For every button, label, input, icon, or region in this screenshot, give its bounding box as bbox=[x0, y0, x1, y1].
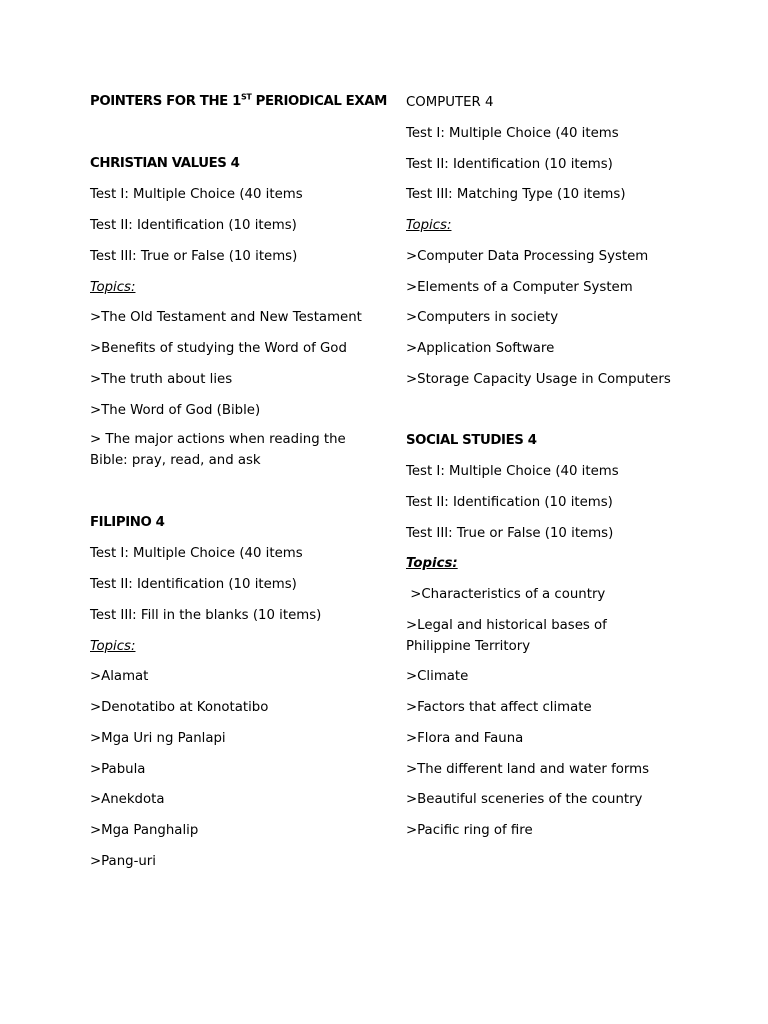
social-studies-topic: >The different land and water forms bbox=[406, 762, 650, 777]
christian-values-topic: >Benefits of studying the Word of God bbox=[90, 341, 347, 356]
computer-test-3: Test III: Matching Type (10 items) bbox=[406, 187, 626, 202]
title-suffix: PERIODICAL EXAM bbox=[251, 94, 387, 109]
social-studies-topics-label: Topics: bbox=[406, 556, 458, 571]
filipino-test-2: Test II: Identification (10 items) bbox=[90, 577, 297, 592]
christian-values-topic: >The Word of God (Bible) bbox=[90, 403, 261, 418]
christian-values-test-2: Test II: Identification (10 items) bbox=[90, 218, 297, 233]
filipino-topic: >Mga Panghalip bbox=[90, 823, 199, 838]
filipino-test-1: Test I: Multiple Choice (40 items bbox=[90, 546, 303, 561]
filipino-topics-label: Topics: bbox=[90, 639, 136, 654]
christian-values-topics-label: Topics: bbox=[90, 280, 136, 295]
christian-values-topic: >The Old Testament and New Testament bbox=[90, 310, 362, 325]
social-studies-topic: >Pacific ring of fire bbox=[406, 823, 533, 838]
computer-topic: >Computers in society bbox=[406, 310, 559, 325]
social-studies-topic: >Factors that affect climate bbox=[406, 700, 592, 715]
computer-topic: >Computer Data Processing System bbox=[406, 249, 649, 264]
christian-values-test-3: Test III: True or False (10 items) bbox=[90, 249, 298, 264]
social-studies-topic: >Legal and historical bases of Philippine Territory bbox=[406, 618, 607, 654]
computer-test-1: Test I: Multiple Choice (40 items bbox=[406, 126, 619, 141]
social-studies-heading: SOCIAL STUDIES 4 bbox=[406, 433, 537, 448]
social-studies-topic: >Flora and Fauna bbox=[406, 731, 524, 746]
computer-topic: >Elements of a Computer System bbox=[406, 280, 633, 295]
social-studies-test-2: Test II: Identification (10 items) bbox=[406, 495, 613, 510]
computer-topics-label: Topics: bbox=[406, 218, 452, 233]
social-studies-topic: >Beautiful sceneries of the country bbox=[406, 792, 643, 807]
computer-heading: COMPUTER 4 bbox=[406, 95, 494, 110]
title-superscript: ST bbox=[240, 92, 252, 102]
filipino-topic: >Pabula bbox=[90, 762, 146, 777]
filipino-topic: >Alamat bbox=[90, 669, 149, 684]
page-title bbox=[90, 94, 387, 110]
computer-test-2: Test II: Identification (10 items) bbox=[406, 157, 613, 172]
christian-values-topic: >The truth about lies bbox=[90, 372, 233, 387]
title-prefix: POINTERS FOR THE 1 bbox=[90, 94, 241, 109]
filipino-topic: >Pang-uri bbox=[90, 854, 156, 869]
filipino-topic: >Denotatibo at Konotatibo bbox=[90, 700, 269, 715]
computer-topic: >Application Software bbox=[406, 341, 555, 356]
computer-topic: >Storage Capacity Usage in Computers bbox=[406, 372, 671, 387]
filipino-topic: >Anekdota bbox=[90, 792, 165, 807]
social-studies-topic: >Climate bbox=[406, 669, 469, 684]
christian-values-test-1: Test I: Multiple Choice (40 items bbox=[90, 187, 303, 202]
social-studies-test-3: Test III: True or False (10 items) bbox=[406, 526, 614, 541]
social-studies-test-1: Test I: Multiple Choice (40 items bbox=[406, 464, 619, 479]
social-studies-topic: >Characteristics of a country bbox=[406, 587, 606, 602]
filipino-heading: FILIPINO 4 bbox=[90, 515, 165, 530]
filipino-test-3: Test III: Fill in the blanks (10 items) bbox=[90, 608, 322, 623]
christian-values-heading: CHRISTIAN VALUES 4 bbox=[90, 156, 240, 171]
filipino-topic: >Mga Uri ng Panlapi bbox=[90, 731, 226, 746]
christian-values-topic: > The major actions when reading the Bible: pray, read, and ask bbox=[90, 432, 346, 468]
